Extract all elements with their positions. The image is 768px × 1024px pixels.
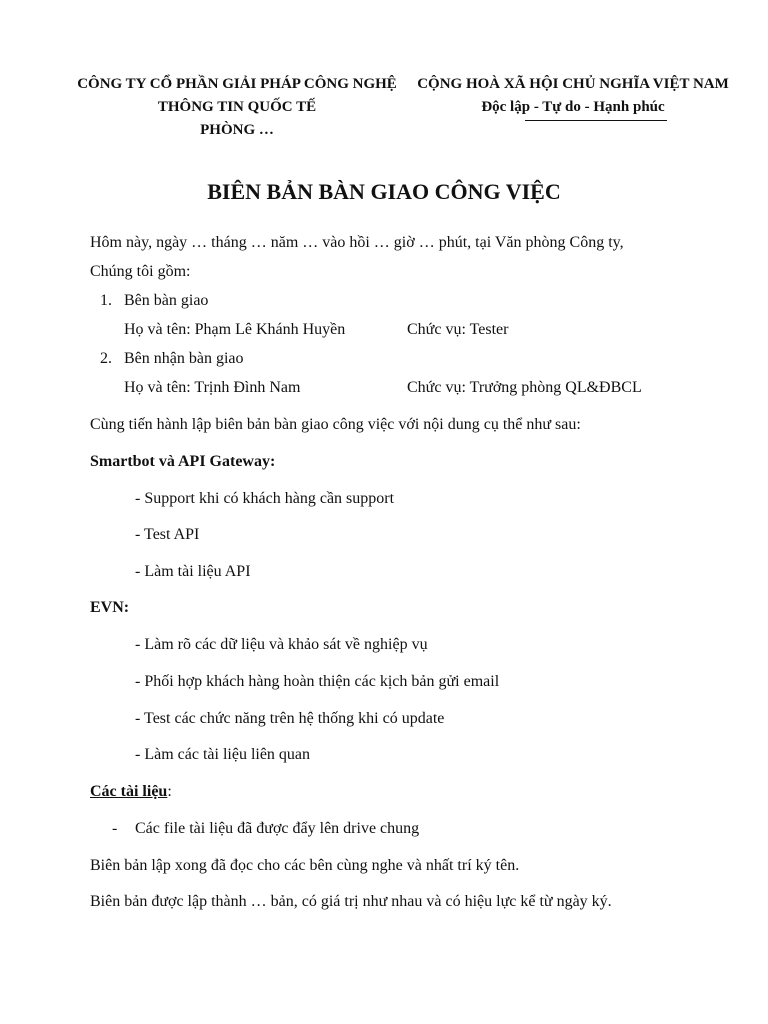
party-2-number: 2. [100, 350, 112, 367]
party-2-role: Bên nhận bàn giao [124, 350, 244, 367]
closing-line-1: Biên bản lập xong đã đọc cho các bên cùng nghe và nhất trí ký tên. [90, 857, 520, 874]
company-name-line2: THÔNG TIN QUỐC TẾ [157, 99, 317, 115]
documents-heading-line [90, 782, 172, 802]
department: PHÒNG … [200, 122, 274, 138]
documents-bullet: - [112, 820, 118, 837]
list-item: - Làm các tài liệu liên quan [135, 746, 311, 763]
section-heading-smartbot: Smartbot và API Gateway: [90, 453, 276, 470]
list-item: - Test các chức năng trên hệ thống khi có update [135, 710, 445, 727]
list-item: - Phối hợp khách hàng hoàn thiện các kịch bản gửi email [135, 673, 500, 690]
party-1-position: Chức vụ: Tester [407, 321, 509, 338]
motto-underline [525, 120, 666, 121]
content-intro: Cùng tiến hành lập biên bản bàn giao công việc với nội dung cụ thể như sau: [90, 416, 581, 433]
company-name-line1: CÔNG TY CỔ PHẦN GIẢI PHÁP CÔNG NGHỆ [77, 76, 397, 92]
nation-name: CỘNG HOÀ XÃ HỘI CHỦ NGHĨA VIỆT NAM [417, 76, 729, 92]
closing-line-2: Biên bản được lập thành … bản, có giá trị như nhau và có hiệu lực kể từ ngày ký. [90, 893, 612, 910]
party-1-name: Họ và tên: Phạm Lê Khánh Huyền [124, 321, 346, 338]
documents-heading: Các tài liệu [90, 783, 168, 800]
list-item: - Làm tài liệu API [135, 563, 251, 580]
documents-item: Các file tài liệu đã được đẩy lên drive chung [135, 820, 420, 837]
national-header [410, 73, 736, 119]
list-item: - Làm rõ các dữ liệu và khảo sát về nghiệp vụ [135, 636, 428, 653]
list-item: - Support khi có khách hàng cần support [135, 490, 395, 507]
party-1-number: 1. [100, 292, 112, 309]
party-1-role: Bên bàn giao [124, 292, 209, 309]
list-item: - Test API [135, 526, 200, 543]
date-line: Hôm này, ngày … tháng … năm … vào hồi … giờ … phút, tại Văn phòng Công ty, [90, 234, 624, 251]
section-heading-evn: EVN: [90, 599, 130, 616]
we-are-line: Chúng tôi gồm: [90, 263, 191, 280]
party-2-name: Họ và tên: Trịnh Đình Nam [124, 379, 301, 396]
document-title: BIÊN BẢN BÀN GIAO CÔNG VIỆC [207, 179, 561, 204]
documents-colon: : [167, 783, 172, 800]
party-2-position: Chức vụ: Trưởng phòng QL&ĐBCL [407, 379, 642, 396]
company-header [66, 73, 408, 142]
national-motto: Độc lập - Tự do - Hạnh phúc [481, 99, 665, 115]
